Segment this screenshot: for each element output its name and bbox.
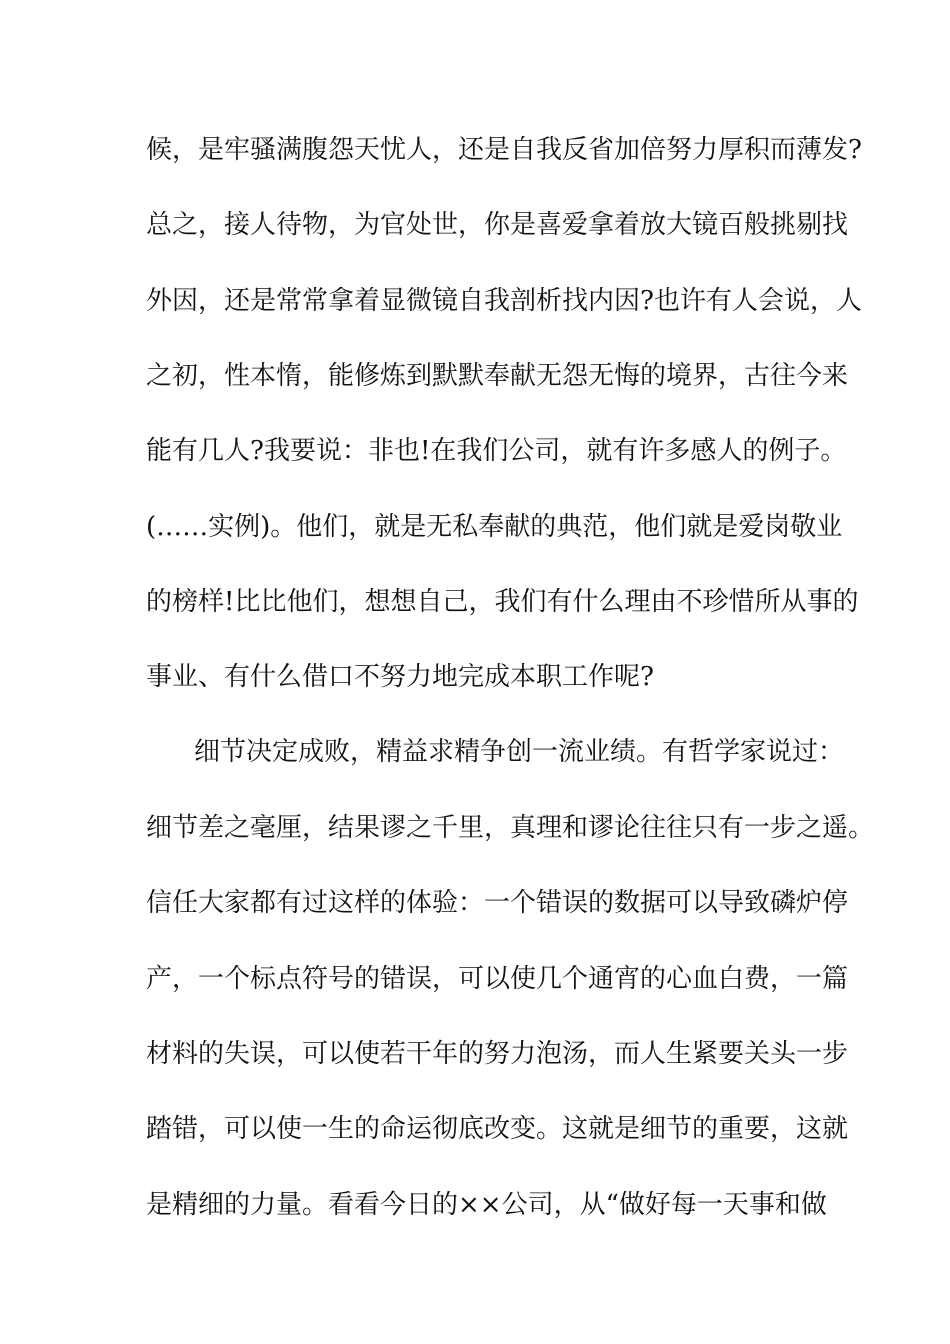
paragraph-line: 信任大家都有过这样的体验：一个错误的数据可以导致磷炉停	[146, 888, 849, 918]
paragraph-line: 踏错，可以使一生的命运彻底改变。这就是细节的重要，这就	[146, 1114, 849, 1144]
paragraph-line: 细节差之毫厘，结果谬之千里，真理和谬论往往只有一步之遥。	[146, 813, 875, 843]
paragraph-line: (……实例)。他们，就是无私奉献的典范，他们就是爱岗敬业	[146, 512, 843, 542]
paragraph-line: 能有几人?我要说：非也!在我们公司，就有许多感人的例子。	[146, 436, 847, 466]
paragraph-line: 总之，接人待物，为官处世，你是喜爱拿着放大镜百般挑剔找	[146, 210, 849, 240]
paragraph-first-line: 细节决定成败，精益求精争创一流业绩。有哲学家说过：	[194, 737, 845, 767]
paragraph-line: 事业、有什么借口不努力地完成本职工作呢?	[146, 662, 654, 692]
paragraph-line: 的榜样!比比他们，想想自己，我们有什么理由不珍惜所从事的	[146, 587, 859, 617]
paragraph-line: 候，是牢骚满腹怨天忧人，还是自我反省加倍努力厚积而薄发?	[146, 135, 862, 165]
paragraph-line: 产，一个标点符号的错误，可以使几个通宵的心血白费，一篇	[146, 964, 849, 994]
paragraph-line: 之初，性本惰，能修炼到默默奉献无怨无悔的境界，古往今来	[146, 361, 849, 391]
paragraph-line: 外因，还是常常拿着显微镜自我剖析找内因?也许有人会说，人	[146, 286, 862, 316]
paragraph-line: 材料的失误，可以使若干年的努力泡汤，而人生紧要关头一步	[146, 1039, 849, 1069]
paragraph-line: 是精细的力量。看看今日的××公司，从“做好每一天事和做	[146, 1190, 827, 1220]
